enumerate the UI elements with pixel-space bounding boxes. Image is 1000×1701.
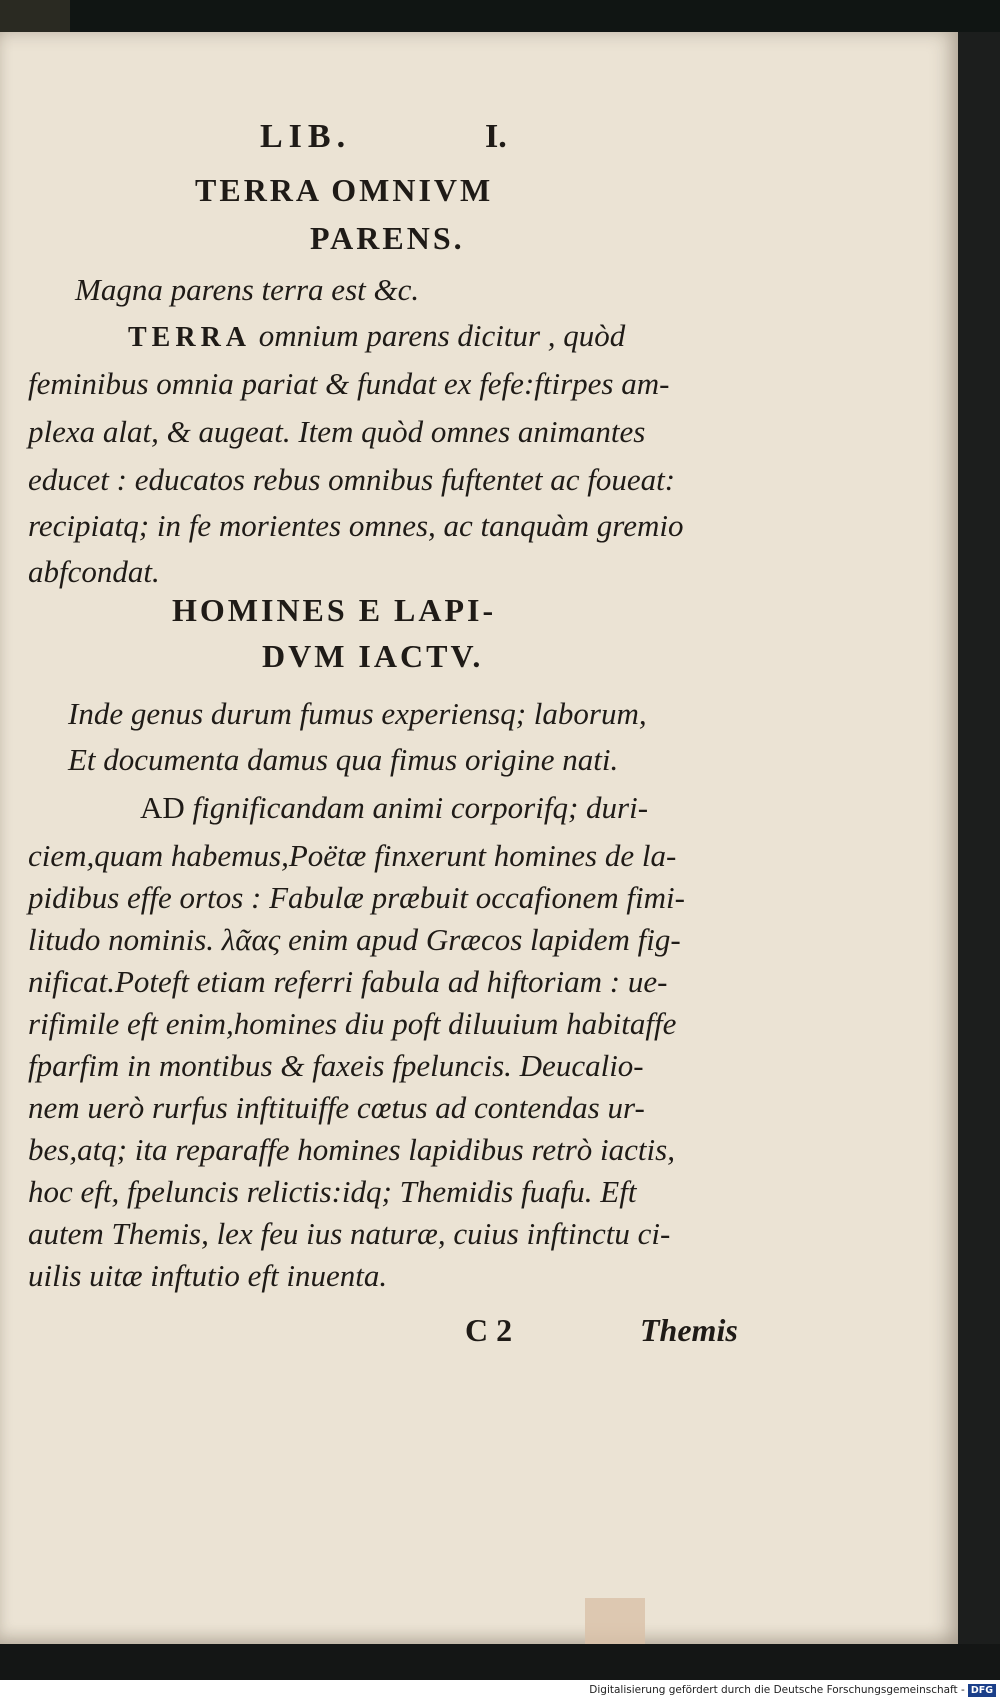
section1-heading-line1: TERRA OMNIVM xyxy=(195,172,494,208)
section1-line-2: plexa alat, & augeat. Item quòd omnes animantes xyxy=(28,414,646,449)
section2-line-8: bes,atq; ita reparaffe homines lapidibus retrò iactis, xyxy=(28,1132,675,1167)
section2-line-7: nem uerò rurfus inftituiffe cœtus ad contendas ur- xyxy=(28,1090,645,1125)
section1-heading-line2: PARENS. xyxy=(310,220,465,256)
section2-lead-word: AD xyxy=(140,790,185,825)
signature-mark: C 2 xyxy=(465,1312,513,1348)
section2-heading-line1: HOMINES E LAPI- xyxy=(172,592,497,628)
dfg-logo: DFG xyxy=(968,1684,996,1697)
running-head-mark: I. xyxy=(485,118,507,155)
section1-lead-word: TERRA xyxy=(128,322,252,353)
section2-line-6: fparfim in montibus & faxeis fpeluncis. Deucalio- xyxy=(28,1048,644,1083)
section2-line-4: nificat.Poteft etiam referri fabula ad hiftoriam : ue- xyxy=(28,964,668,999)
footer-text: Digitalisierung gefördert durch die Deutsche Forschungsgemeinschaft - xyxy=(589,1684,965,1696)
running-head-title: LIB. xyxy=(260,118,352,155)
section2-line-0-text: fignificandam animi corporifq; duri- xyxy=(192,790,649,825)
section2-line-3: litudo nominis. λᾶας enim apud Græcos lapidem fig- xyxy=(28,922,681,957)
section1-line-0-text: omnium parens dicitur , quòd xyxy=(258,318,626,353)
section1-quote: Magna parens terra est &c. xyxy=(75,272,420,307)
digitization-footer xyxy=(0,1680,1000,1701)
section1-line-1: feminibus omnia pariat & fundat ex fefe:ftirpes am- xyxy=(28,366,670,401)
scan-right-border xyxy=(958,32,1000,1644)
section1-line-0 xyxy=(128,318,625,354)
section2-heading-line2: DVM IACTV. xyxy=(262,638,484,674)
scan-top-border xyxy=(0,0,1000,32)
section1-line-3: educet : educatos rebus omnibus fuftentet ac foueat: xyxy=(28,462,676,497)
section2-line-11: uilis uitæ inftutio eft inuenta. xyxy=(28,1258,388,1293)
section2-verse-1: Et documenta damus qua fimus origine nati. xyxy=(68,742,619,777)
section2-verse-0: Inde genus durum fumus experiensq; laborum, xyxy=(68,696,647,731)
section2-line-1: ciem,quam habemus,Poëtæ finxerunt homines de la- xyxy=(28,838,677,873)
section2-line-2: pidibus effe ortos : Fabulæ præbuit occafionem fimi- xyxy=(28,880,685,915)
catchword: Themis xyxy=(640,1312,738,1348)
section2-line-9: hoc eft, fpeluncis relictis:idq; Themidis fuafu. Eft xyxy=(28,1174,637,1209)
section2-line-0 xyxy=(140,790,648,826)
section2-line-5: rifimile eft enim,homines diu poft diluuium habitaffe xyxy=(28,1006,677,1041)
section2-line-10: autem Themis, lex feu ius naturæ, cuius inftinctu ci- xyxy=(28,1216,671,1251)
bookmark-ribbon xyxy=(585,1598,645,1644)
scan-bottom-border xyxy=(0,1644,1000,1680)
section1-line-4: recipiatq; in fe morientes omnes, ac tanquàm gremio xyxy=(28,508,684,543)
section1-line-5: abfcondat. xyxy=(28,554,160,589)
